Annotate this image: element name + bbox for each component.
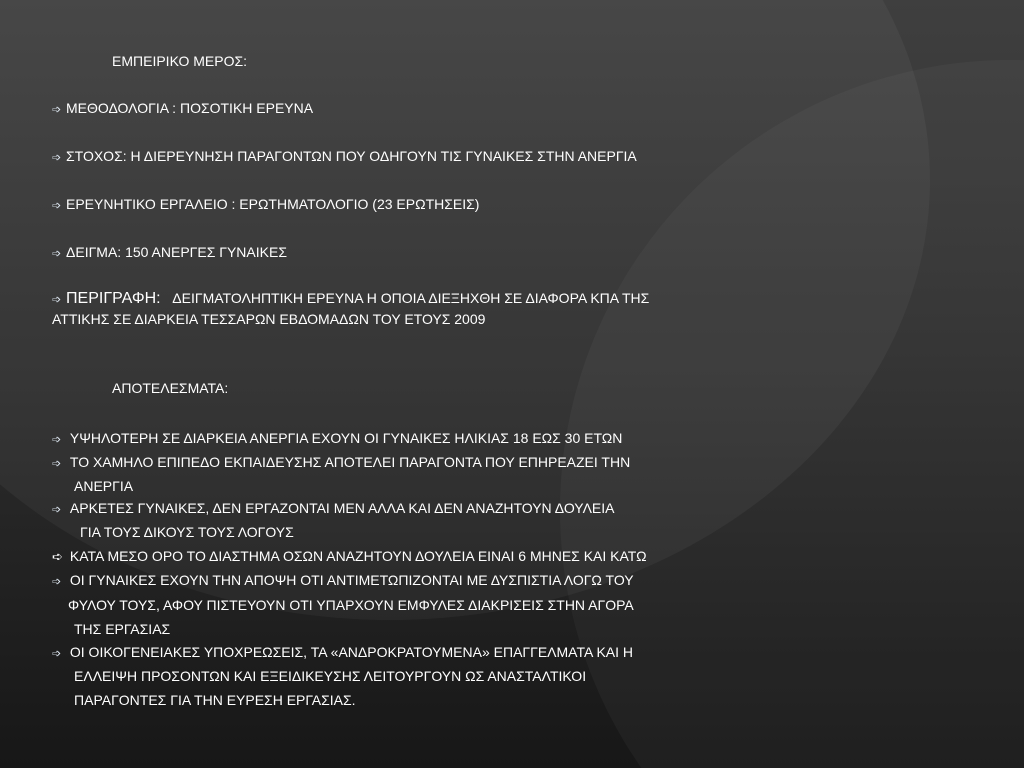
methodology-item [52,100,313,119]
results-heading: ΑΠΟΤΕΛΕΣΜΑΤΑ: [112,380,229,396]
arrow-icon: ➪ [52,549,63,564]
result-item [52,500,615,519]
result-text-continued: ΦΥΛΟΥ ΤΟΥΣ, ΑΦΟΥ ΠΙΣΤΕΥΟΥΝ ΟΤΙ ΥΠΑΡΧΟΥΝ ΕΜΦΥΛΕΣ ΔΙΑΚΡΙΣΕΙΣ ΣΤΗΝ ΑΓΟΡΑ [68,597,634,613]
result-item [52,572,634,591]
result-text: ΥΨΗΛΟΤΕΡΗ ΣΕ ΔΙΑΡΚΕΙΑ ΑΝΕΡΓΙΑ ΕΧΟΥΝ ΟΙ ΓΥΝΑΙΚΕΣ ΗΛΙΚΙΑΣ 18 ΕΩΣ 30 ΕΤΩΝ [69,430,623,446]
tool-item [52,196,479,215]
result-text: ΟΙ ΟΙΚΟΓΕΝΕΙΑΚΕΣ ΥΠΟΧΡΕΩΣΕΙΣ, ΤΑ «ΑΝΔΡΟΚΡΑΤΟΥΜΕΝΑ» ΕΠΑΓΓΕΛΜΑΤΑ ΚΑΙ Η [69,644,634,660]
description-label: ΠΕΡΙΓΡΑΦΗ: [66,290,161,307]
result-text-continued: ΤΗΣ ΕΡΓΑΣΙΑΣ [74,621,171,637]
arrow-icon: ➩ [52,458,62,470]
result-text: ΑΡΚΕΤΕΣ ΓΥΝΑΙΚΕΣ, ΔΕΝ ΕΡΓΑΖΟΝΤΑΙ ΜΕΝ ΑΛΛΑ ΚΑΙ ΔΕΝ ΑΝΑΖΗΤΟΥΝ ΔΟΥΛΕΙΑ [69,500,615,516]
arrow-icon: ➩ [52,104,62,116]
result-item [52,430,622,449]
result-text: ΤΟ ΧΑΜΗΛΟ ΕΠΙΠΕΔΟ ΕΚΠΑΙΔΕΥΣΗΣ ΑΠΟΤΕΛΕΙ ΠΑΡΑΓΟΝΤΑ ΠΟΥ ΕΠΗΡΕΑΖΕΙ ΤΗΝ [69,454,631,470]
sample-item [52,244,287,263]
description-item [52,290,649,309]
goal-item [52,148,637,167]
result-item [52,644,633,663]
empirical-part-heading: ΕΜΠΕΙΡΙΚΟ ΜΕΡΟΣ: [112,53,248,69]
item-text: ΕΡΕΥΝΗΤΙΚΟ ΕΡΓΑΛΕΙΟ : ΕΡΩΤΗΜΑΤΟΛΟΓΙΟ (23 ΕΡΩΤΗΣΕΙΣ) [66,196,480,212]
arrow-icon: ➩ [52,504,62,516]
description-text-line2: ΑΤΤΙΚΗΣ ΣΕ ΔΙΑΡΚΕΙΑ ΤΕΣΣΑΡΩΝ ΕΒΔΟΜΑΔΩΝ ΤΟΥ ΕΤΟΥΣ 2009 [52,311,486,327]
item-text: ΔΕΙΓΜΑ: 150 ΑΝΕΡΓΕΣ ΓΥΝΑΙΚΕΣ [66,244,287,260]
result-text-continued: ΠΑΡΑΓΟΝΤΕΣ ΓΙΑ ΤΗΝ ΕΥΡΕΣΗ ΕΡΓΑΣΙΑΣ. [74,692,356,708]
arrow-icon: ➩ [52,200,62,212]
result-item [52,454,630,473]
item-text: ΣΤΟΧΟΣ: Η ΔΙΕΡΕΥΝΗΣΗ ΠΑΡΑΓΟΝΤΩΝ ΠΟΥ ΟΔΗΓΟΥΝ ΤΙΣ ΓΥΝΑΙΚΕΣ ΣΤΗΝ ΑΝΕΡΓΙΑ [66,148,637,164]
result-text: ΟΙ ΓΥΝΑΙΚΕΣ ΕΧΟΥΝ ΤΗΝ ΑΠΟΨΗ ΟΤΙ ΑΝΤΙΜΕΤΩΠΙΖΟΝΤΑΙ ΜΕ ΔΥΣΠΙΣΤΙΑ ΛΟΓΩ ΤΟΥ [69,572,634,588]
result-item [52,548,647,565]
result-text: ΚΑΤΑ ΜΕΣΟ ΟΡΟ ΤΟ ΔΙΑΣΤΗΜΑ ΟΣΩΝ ΑΝΑΖΗΤΟΥΝ ΔΟΥΛΕΙΑ ΕΙΝΑΙ 6 ΜΗΝΕΣ ΚΑΙ ΚΑΤΩ [69,548,647,564]
result-text-continued: ΓΙΑ ΤΟΥΣ ΔΙΚΟΥΣ ΤΟΥΣ ΛΟΓΟΥΣ [80,524,294,540]
arrow-icon: ➩ [52,152,62,164]
arrow-icon: ➩ [52,576,62,588]
arrow-icon: ➩ [52,434,62,446]
description-text: ΔΕΙΓΜΑΤΟΛΗΠΤΙΚΗ ΕΡΕΥΝΑ Η ΟΠΟΙΑ ΔΙΕΞΗΧΘΗ ΣΕ ΔΙΑΦΟΡΑ ΚΠΑ ΤΗΣ [172,290,650,306]
arrow-icon: ➩ [52,648,62,660]
result-text-continued: ΑΝΕΡΓΙΑ [74,478,134,494]
arrow-icon: ➩ [52,294,62,306]
arrow-icon: ➩ [52,248,62,260]
item-text: ΜΕΘΟΔΟΛΟΓΙΑ : ΠΟΣΟΤΙΚΗ ΕΡΕΥΝΑ [66,100,314,116]
result-text-continued: ΕΛΛΕΙΨΗ ΠΡΟΣΟΝΤΩΝ ΚΑΙ ΕΞΕΙΔΙΚΕΥΣΗΣ ΛΕΙΤΟΥΡΓΟΥΝ ΩΣ ΑΝΑΣΤΑΛΤΙΚΟΙ [74,668,587,684]
